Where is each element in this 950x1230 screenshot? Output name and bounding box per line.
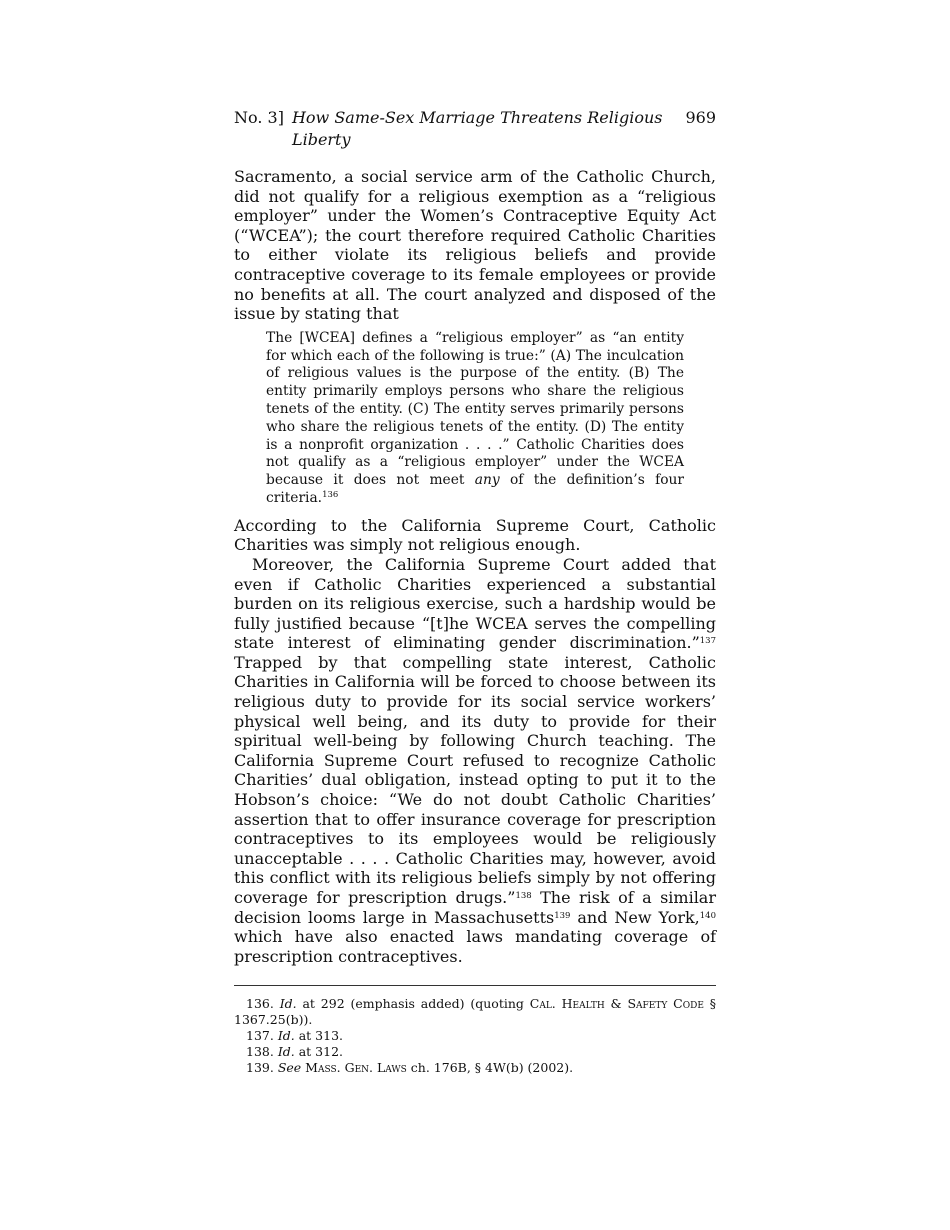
footnote-code: Cal. Health & Safety Code [529, 996, 704, 1012]
paragraph-3-part-5: which have also enacted laws mandating coverage of prescription contraceptives. [234, 927, 716, 966]
footnote-139 [234, 1060, 716, 1076]
quote-text-end: of the definition’s four criteria. [266, 472, 684, 506]
footnote-ref-137: 137 [699, 636, 716, 647]
footnote-cite: Id. [277, 1044, 295, 1060]
footnote-text: at 313. [294, 1028, 344, 1044]
quote-text: The [WCEA] defines a “religious employer” as “an entity for which each of the following is true:” (A) The inculcation of religious values is the purpose of the entity. (B) The entity primarily employs persons who share the religious tenets of the entity. (C) The entity serves primarily persons who share the religious tenets of the entity. (D) The entity is a nonprofit organization . . . .” Catholic Charities does not qualify as a “religious employer” under the WCEA because it does not meet [266, 329, 684, 489]
footnote-code: Mass. Gen. Laws [305, 1060, 407, 1076]
footnote-136 [234, 996, 716, 1028]
paragraph-3-part-3: The risk of a similar decision looms large in Massachusetts [234, 888, 716, 927]
footnote-137 [234, 1028, 716, 1044]
paragraph-2: According to the California Supreme Court, Catholic Charities was simply not religious enough. [234, 515, 716, 555]
footnote-cite: See [277, 1060, 302, 1076]
footnote-ref-136: 136 [322, 489, 339, 500]
footnote-ref-138: 138 [515, 891, 532, 901]
footnote-number: 137. [246, 1028, 274, 1044]
issue-number: No. 3] [234, 108, 284, 127]
paragraph-3-part-4: and New York, [570, 907, 700, 927]
footnote-tail: § 1367.25(b)). [234, 996, 716, 1028]
document-page [234, 107, 716, 1076]
footnote-ref-139: 139 [554, 910, 571, 921]
paragraph-3-part-1: Moreover, the California Supreme Court added that even if Catholic Charities experienced a substantial burden on its religious exercise, such a hardship would be fully justified because “[t]he WCEA serves the compelling state interest of eliminating gender discrimination.” [234, 554, 716, 653]
footnote-text: at 312. [294, 1044, 344, 1060]
footnote-divider [234, 985, 716, 986]
footnote-number: 139. [246, 1060, 274, 1076]
block-quote [266, 330, 684, 508]
page-number: 969 [685, 108, 716, 127]
footnote-ref-140: 140 [699, 910, 716, 921]
paragraph-3 [234, 555, 716, 966]
running-header [234, 107, 716, 151]
paragraph-1: Sacramento, a social service arm of the Catholic Church, did not qualify for a religious exemption as a “religious employer” under the Women’s Contraceptive Equity Act (“WCEA”); the court therefore required Catholic Charities to either violate its religious beliefs and provide contraceptive coverage to its female employees or provide no benefits at all. The court analyzed and disposed of the issue by stating that [234, 167, 716, 324]
footnote-cite: Id. [277, 1028, 295, 1044]
footnote-tail: ch. 176B, § 4W(b) (2002). [406, 1060, 574, 1076]
quote-emphasis: any [474, 472, 500, 489]
footnote-cite: Id. [279, 996, 297, 1012]
footnote-138 [234, 1044, 716, 1060]
footnote-number: 136. [246, 996, 274, 1012]
footnote-text: at 292 (emphasis added) (quoting [296, 996, 530, 1012]
article-title: How Same-Sex Marriage Threatens Religious Liberty [291, 108, 663, 149]
paragraph-3-part-2: Trapped by that compelling state interest, Catholic Charities in California will be forced to choose between its religious duty to provide for its social service workers’ physical well being, and its duty to provide for their spiritual well-being by following Church teaching. The California Supreme Court refused to recognize Catholic Charities’ dual obligation, instead opting to put it to the Hobson’s choice: “We do not doubt Catholic Charities’ assertion that to offer insurance coverage for prescription contraceptives to its employees would be religiously unacceptable . . . . Catholic Charities may, however, avoid this conflict with its religious beliefs simply by not offering coverage for prescription drugs.” [234, 652, 716, 907]
footnote-number: 138. [246, 1044, 274, 1060]
